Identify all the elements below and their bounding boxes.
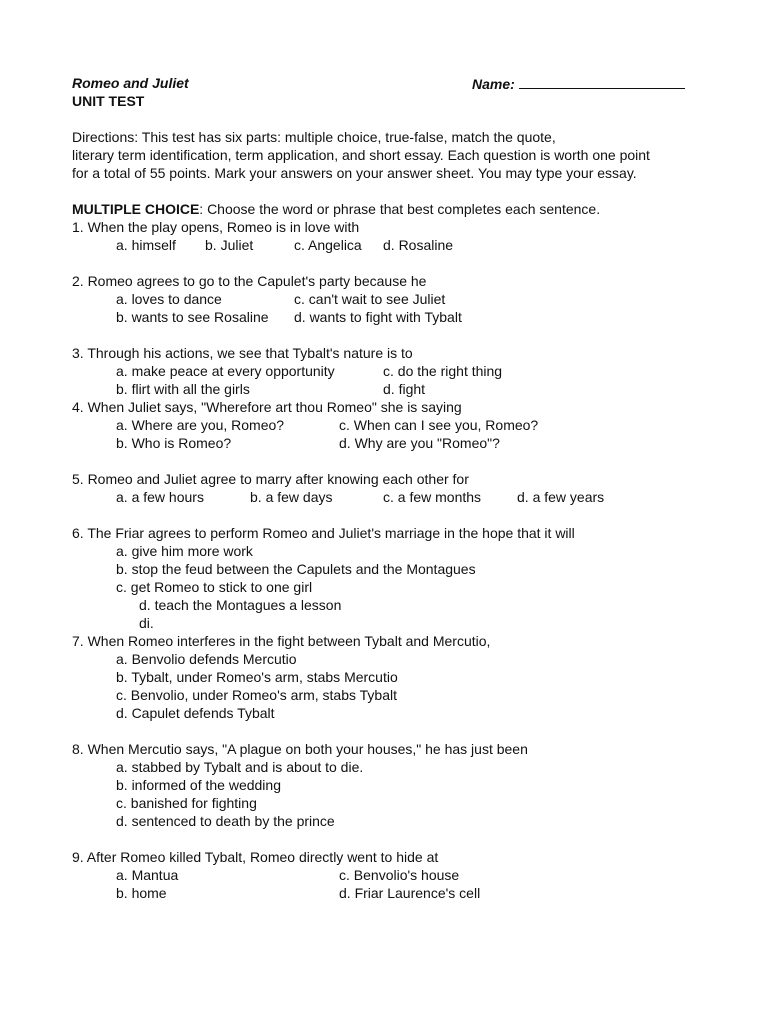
option-d: d. sentenced to death by the prince: [116, 813, 335, 829]
question-7: 7. When Romeo interferes in the fight between Tybalt and Mercutio,: [72, 633, 491, 649]
section-heading: MULTIPLE CHOICE: [72, 201, 200, 217]
name-field: [472, 74, 685, 93]
question-1-options: [72, 236, 702, 254]
question-2-options-row-2: [72, 308, 702, 326]
option-a: a. loves to dance: [116, 291, 222, 307]
document-title: Romeo and Juliet: [72, 75, 189, 91]
header-row: [72, 74, 702, 92]
option-a: a. Where are you, Romeo?: [116, 417, 285, 433]
directions-line-3: for a total of 55 points. Mark your answers on your answer sheet. You may type your essay.: [72, 165, 637, 181]
question-3: 3. Through his actions, we see that Tybalt's nature is to: [72, 345, 413, 361]
option-a: a. Mantua: [116, 867, 179, 883]
question-8: 8. When Mercutio says, "A plague on both your houses," he has just been: [72, 741, 528, 757]
question-2-options-row-1: [72, 290, 702, 308]
section-instruction: : Choose the word or phrase that best completes each sentence.: [199, 201, 601, 217]
question-4-options-row-2: [72, 434, 702, 452]
question-6: 6. The Friar agrees to perform Romeo and Juliet's marriage in the hope that it will: [72, 525, 575, 541]
option-a: a. make peace at every opportunity: [116, 363, 335, 379]
option-a: a. Benvolio defends Mercutio: [116, 651, 297, 667]
option-a: a. give him more work: [116, 543, 253, 559]
option-d: d. a few years: [517, 489, 605, 505]
question-4-options-row-1: [72, 416, 702, 434]
directions-line-1: Directions: This test has six parts: multiple choice, true-false, match the quote,: [72, 129, 556, 145]
option-c: c. get Romeo to stick to one girl: [116, 579, 313, 595]
option-c: c. Benvolio, under Romeo's arm, stabs Tybalt: [116, 687, 397, 703]
option-a: a. himself: [116, 237, 176, 253]
option-b: b. home: [116, 885, 167, 901]
option-b: b. Who is Romeo?: [116, 435, 232, 451]
option-d: d. teach the Montagues a lesson: [139, 597, 342, 613]
option-d: d. wants to fight with Tybalt: [294, 309, 462, 325]
option-c: c. a few months: [383, 489, 482, 505]
option-c: c. do the right thing: [383, 363, 503, 379]
test-document: [72, 74, 702, 902]
option-extra: di.: [139, 615, 154, 631]
option-d: d. Rosaline: [383, 237, 454, 253]
option-b: b. informed of the wedding: [116, 777, 281, 793]
option-b: b. Tybalt, under Romeo's arm, stabs Mercutio: [116, 669, 398, 685]
question-9: 9. After Romeo killed Tybalt, Romeo directly went to hide at: [72, 849, 439, 865]
question-1: 1. When the play opens, Romeo is in love with: [72, 219, 360, 235]
option-b: b. flirt with all the girls: [116, 381, 250, 397]
option-d: d. Friar Laurence's cell: [339, 885, 481, 901]
name-label: Name:: [472, 76, 515, 92]
question-4: 4. When Juliet says, "Wherefore art thou Romeo" she is saying: [72, 399, 462, 415]
option-b: b. stop the feud between the Capulets and the Montagues: [116, 561, 476, 577]
option-b: b. wants to see Rosaline: [116, 309, 269, 325]
option-c: c. Benvolio's house: [339, 867, 460, 883]
option-c: c. When can I see you, Romeo?: [339, 417, 539, 433]
unit-test-subtitle: UNIT TEST: [72, 93, 145, 109]
option-c: c. banished for fighting: [116, 795, 257, 811]
option-d: d. Capulet defends Tybalt: [116, 705, 275, 721]
question-5-options: [72, 488, 702, 506]
question-3-options-row-2: [72, 380, 702, 398]
option-c: c. can't wait to see Juliet: [294, 291, 446, 307]
name-blank-line: [519, 74, 685, 89]
option-b: b. Juliet: [205, 237, 254, 253]
multiple-choice-heading: [72, 200, 702, 218]
option-b: b. a few days: [250, 489, 333, 505]
question-2: 2. Romeo agrees to go to the Capulet's party because he: [72, 273, 427, 289]
option-a: a. stabbed by Tybalt and is about to die.: [116, 759, 364, 775]
question-9-options-row-2: [72, 884, 702, 902]
question-5: 5. Romeo and Juliet agree to marry after knowing each other for: [72, 471, 469, 487]
option-d: d. fight: [383, 381, 426, 397]
option-c: c. Angelica: [294, 237, 362, 253]
option-d: d. Why are you "Romeo"?: [339, 435, 500, 451]
option-a: a. a few hours: [116, 489, 204, 505]
directions-line-2: literary term identification, term application, and short essay. Each question is worth one point: [72, 147, 650, 163]
question-3-options-row-1: [72, 362, 702, 380]
question-9-options-row-1: [72, 866, 702, 884]
